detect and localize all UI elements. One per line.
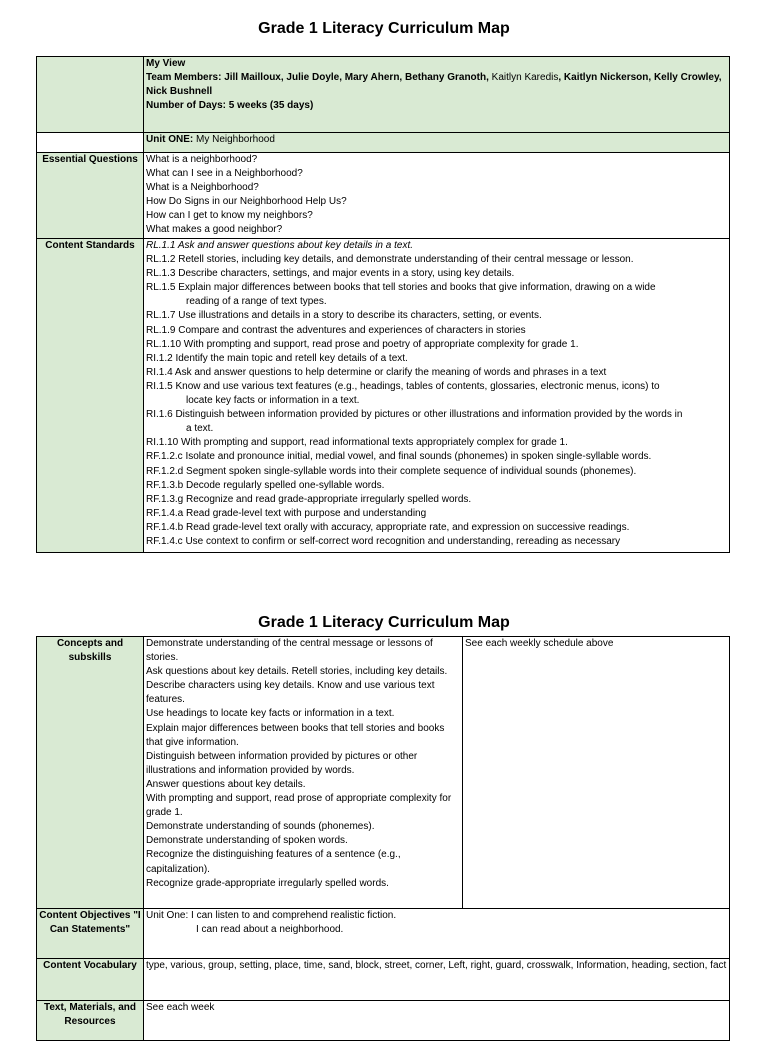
essential-questions-row	[37, 153, 730, 239]
materials-row	[37, 1001, 730, 1041]
standard-item: RL.1.2 Retell stories, including key details, and demonstrate understanding of their central message or lesson.	[146, 254, 634, 266]
standard-item: RI.1.2 Identify the main topic and retell key details of a text.	[146, 352, 408, 364]
concepts-list	[144, 637, 463, 909]
standard-item: RL.1.9 Compare and contrast the adventures and experiences of characters in stories	[146, 324, 526, 336]
standard-item: RL.1.3 Describe characters, settings, and major events in a story, using key details.	[146, 268, 515, 280]
concept-item: Distinguish between information provided by pictures or other illustrations and information provided by words.	[146, 750, 418, 776]
materials-cell: See each week	[144, 1001, 730, 1041]
essential-questions-label: Essential Questions	[37, 153, 144, 239]
unit-cell: Unit ONE: My Neighborhood	[144, 133, 730, 153]
concept-item: Use headings to locate key facts or information in a text.	[146, 708, 395, 720]
objectives-row	[37, 909, 730, 959]
question-item: What is a Neighborhood?	[146, 182, 259, 194]
standard-item: RI.1.4 Ask and answer questions to help determine or clarify the meaning of words and phrases in a text	[146, 366, 607, 378]
team-members: Team Members: Jill Mailloux, Julie Doyle, Mary Ahern, Bethany Granoth, Kaitlyn Karedis, Kaitlyn Nickerson, Kelly Crowley, Nick Bushnell	[146, 72, 722, 98]
header-row	[37, 57, 730, 133]
concept-item: Explain major differences between books that tell stories and books that give information.	[146, 722, 445, 748]
standard-item: RI.1.5 Know and use various text features (e.g., headings, tables of contents, glossaries, electronic menus, icons) to	[146, 380, 660, 392]
concept-item: Recognize the distinguishing features of a sentence (e.g., capitalization).	[146, 849, 401, 875]
vocabulary-cell: type, various, group, setting, place, time, sand, block, street, corner, Left, right, guard, crosswalk, Information, heading, section, fact	[144, 959, 730, 1001]
standard-item: RF.1.4.b Read grade-level text orally with accuracy, appropriate rate, and expression on successive readings.	[146, 521, 630, 533]
curriculum-table-unit-overview	[36, 56, 730, 553]
page-title-2: Grade 1 Literacy Curriculum Map	[258, 614, 510, 631]
standard-item: RF.1.4.a Read grade-level text with purpose and understanding	[146, 507, 427, 519]
objective-line: I can read about a neighborhood.	[196, 924, 344, 936]
standard-item: RF.1.2.c Isolate and pronounce initial, medial vowel, and final sounds (phonemes) in spoken single-syllable words.	[146, 451, 652, 463]
question-item: What makes a good neighbor?	[146, 224, 283, 236]
standard-item: RI.1.6 Distinguish between information provided by pictures or other illustrations and information provided by the words in	[146, 409, 683, 421]
standard-item-continued: a text.	[186, 423, 214, 435]
header-empty-cell	[37, 57, 144, 133]
question-item: How Do Signs in our Neighborhood Help Us?	[146, 196, 347, 208]
content-standards-label: Content Standards	[37, 239, 144, 553]
concept-item: With prompting and support, read prose of appropriate complexity for grade 1.	[146, 793, 452, 819]
standard-item-continued: locate key facts or information in a text.	[186, 395, 360, 407]
concept-item: Describe characters using key details. Know and use various text features.	[146, 680, 435, 706]
standard-item-continued: reading of a range of text types.	[186, 296, 327, 308]
objectives-label: Content Objectives "I Can Statements"	[37, 909, 144, 959]
question-item: What is a neighborhood?	[146, 154, 258, 165]
concepts-note: See each weekly schedule above	[463, 637, 730, 909]
content-standards-list	[144, 239, 730, 553]
vocabulary-row	[37, 959, 730, 1001]
standard-item: RI.1.10 With prompting and support, read informational texts appropriately complex for grade 1.	[146, 437, 568, 449]
number-of-days: Number of Days: 5 weeks (35 days)	[146, 100, 314, 112]
concept-item: Demonstrate understanding of sounds (phonemes).	[146, 821, 375, 833]
concepts-row	[37, 637, 730, 909]
objectives-cell	[144, 909, 730, 959]
standard-item: RF.1.3.b Decode regularly spelled one-syllable words.	[146, 479, 385, 491]
standard-item: RL.1.7 Use illustrations and details in a story to describe its characters, setting, or events.	[146, 310, 542, 322]
concept-item: Demonstrate understanding of the central message or lessons of stories.	[146, 638, 433, 664]
program-name: My View	[146, 58, 186, 69]
standard-item: RF.1.3.g Recognize and read grade-appropriate irregularly spelled words.	[146, 493, 472, 505]
vocabulary-label: Content Vocabulary	[37, 959, 144, 1001]
unit-empty-cell	[37, 133, 144, 153]
content-standards-row	[37, 239, 730, 553]
standard-item: RL.1.10 With prompting and support, read prose and poetry of appropriate complexity for grade 1.	[146, 338, 579, 350]
curriculum-table-details	[36, 636, 730, 1041]
standard-item: RL.1.5 Explain major differences between books that tell stories and books that give information, drawing on a wide	[146, 282, 656, 294]
concept-item: Answer questions about key details.	[146, 778, 306, 790]
header-info-cell	[144, 57, 730, 133]
question-item: What can I see in a Neighborhood?	[146, 168, 303, 180]
concepts-label: Concepts and subskills	[37, 637, 144, 909]
standard-item: RF.1.4.c Use context to confirm or self-correct word recognition and understanding, rereading as necessary	[146, 535, 621, 547]
page-title: Grade 1 Literacy Curriculum Map	[258, 20, 510, 37]
essential-questions-list	[144, 153, 730, 239]
concept-item: Ask questions about key details. Retell stories, including key details.	[146, 666, 448, 678]
question-item: How can I get to know my neighbors?	[146, 210, 313, 222]
standard-item: RL.1.1 Ask and answer questions about key details in a text.	[146, 240, 414, 251]
concept-item: Demonstrate understanding of spoken words.	[146, 835, 348, 847]
concept-item: Recognize grade-appropriate irregularly spelled words.	[146, 877, 389, 889]
standard-item: RF.1.2.d Segment spoken single-syllable words into their complete sequence of individual sounds (phonemes).	[146, 465, 637, 477]
objective-line: Unit One: I can listen to and comprehend realistic fiction.	[146, 910, 397, 921]
materials-label: Text, Materials, and Resources	[37, 1001, 144, 1041]
unit-row	[37, 133, 730, 153]
